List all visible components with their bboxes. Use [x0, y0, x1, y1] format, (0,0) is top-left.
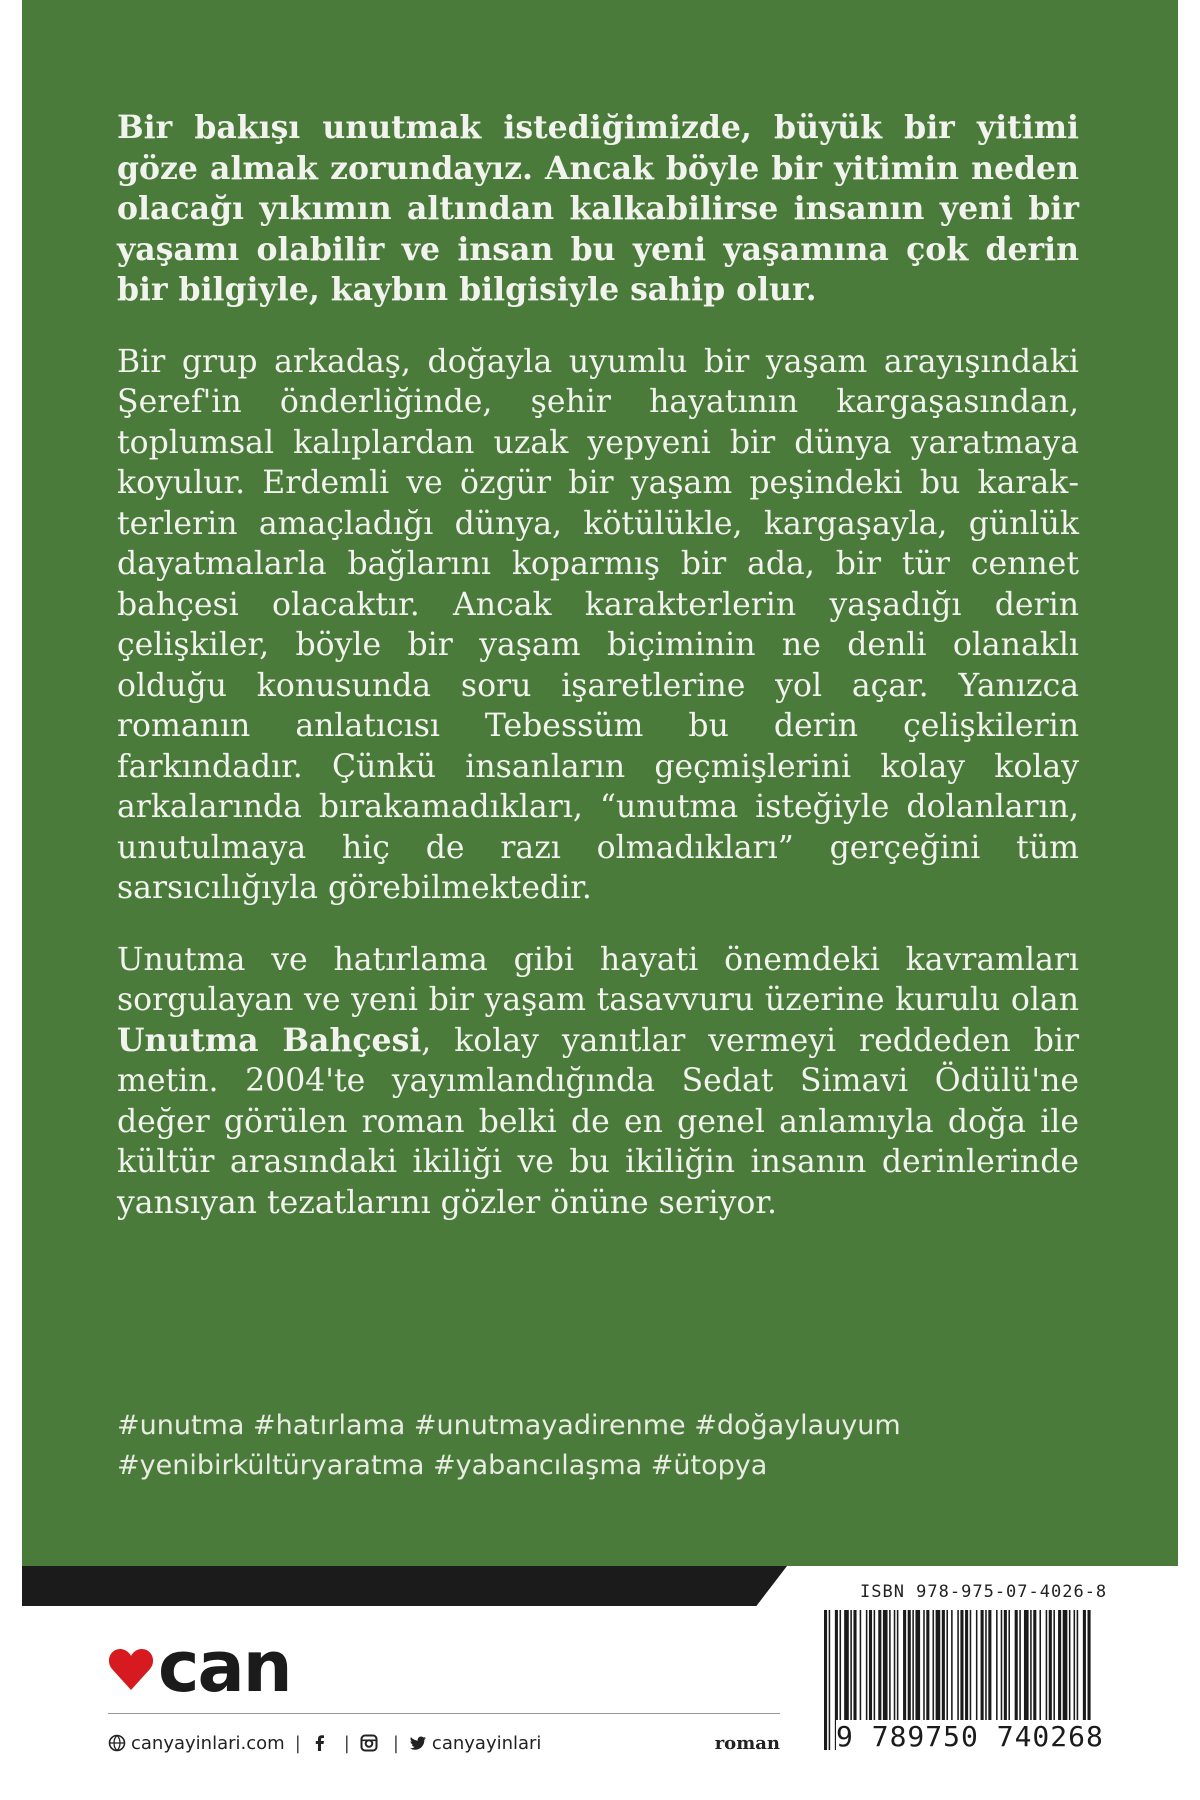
- facebook-icon[interactable]: [311, 1734, 329, 1752]
- publisher-footer: [108, 1728, 780, 1758]
- book-title: Unutma Bahçesi: [117, 1021, 422, 1059]
- black-band: [22, 1566, 787, 1606]
- barcode-bar: [829, 1610, 831, 1750]
- barcode-bar: [824, 1610, 827, 1750]
- social-handle[interactable]: canyayinlari: [431, 1732, 542, 1754]
- footer-divider: [108, 1713, 780, 1714]
- footer-separator: |: [343, 1732, 350, 1754]
- globe-icon: [108, 1734, 126, 1752]
- review-paragraph: [117, 940, 1079, 1224]
- synopsis-paragraph: Bir grup arkadaş, doğayla uyumlu bir yaşam arayışındaki Şeref'in önderliğinde, şehir hayatının kargaşasından, toplumsal kalıplardan uzak yepyeni bir dünya yaratmaya koyulur. Erdemli ve özgür bir yaşam peşindeki bu karakterlerin amaçladığı dünya, kötülükle, kargaşayla, günlük dayatmalarla bağlarını koparmış bir ada, bir tür cennet bahçesi olacaktır. Ancak karakterlerin yaşadığı derin çelişkiler, böyle bir yaşam biçiminin ne denli olanaklı olduğu konusunda soru işaretlerine yol açar. Yanızca romanın anlatıcısı Tebessüm bu derin çelişkilerin farkındadır. Çünkü insanların geçmişlerini kolay kolay arkalarında bırakamadıkları, “unutma isteğiyle dolanların, unutulmaya hiç de razı olmadıkları” gerçeğini tüm sarsıcılığıyla görebilmektedir.: [117, 343, 1079, 906]
- publisher-logo-text: can: [158, 1626, 291, 1708]
- back-cover-blurb: [117, 108, 1079, 1223]
- review-paragraph-end: , kolay yanıtlar vermeyi reddeden bir metin. 2004'te yayımlandığında Sedat Simavi Ödülü'ne değer görülen roman belki de en genel anlamıyla doğa ile kültür arasındaki ikiliği ve bu ikiliğin insanın derinlerinde yansıyan tezatlarını gözler önüne seriyor.: [117, 1022, 1080, 1221]
- isbn-label: ISBN 978-975-07-4026-8: [860, 1582, 1108, 1602]
- lead-paragraph: Bir bakışı unutmak istediğimizde, büyük bir yitimi göze almak zorundayız. Ancak böyle bir yitimin neden olacağı yıkımın altından kalkabilirse insanın yeni bir yaşamı olabilir ve insan bu yeni yaşamına çok derin bir bilgiyle, kaybın bilgisiyle sahip olur.: [117, 109, 1079, 308]
- genre-label: roman: [714, 1732, 780, 1754]
- barcode-digits: 9 789750 740268: [836, 1720, 1104, 1753]
- footer-separator: |: [392, 1732, 399, 1754]
- instagram-icon[interactable]: [360, 1734, 378, 1752]
- footer-separator: |: [294, 1732, 301, 1754]
- website-link[interactable]: canyayinlari.com: [131, 1732, 285, 1754]
- twitter-icon[interactable]: [409, 1734, 427, 1752]
- publisher-logo: [108, 1626, 308, 1708]
- heart-icon: [108, 1648, 154, 1692]
- hashtags-line-2: #yenibirkültüryaratma #yabancılaşma #ütopya: [117, 1450, 768, 1481]
- hashtags: [117, 1406, 1077, 1486]
- hashtags-line-1: #unutma #hatırlama #unutmayadirenme #doğaylauyum: [117, 1410, 901, 1441]
- review-paragraph-start: Unutma ve hatırlama gibi hayati önemdeki kavramları sorgulayan ve yeni bir yaşam tasavvuru üzerine kurulu olan: [117, 941, 1079, 1018]
